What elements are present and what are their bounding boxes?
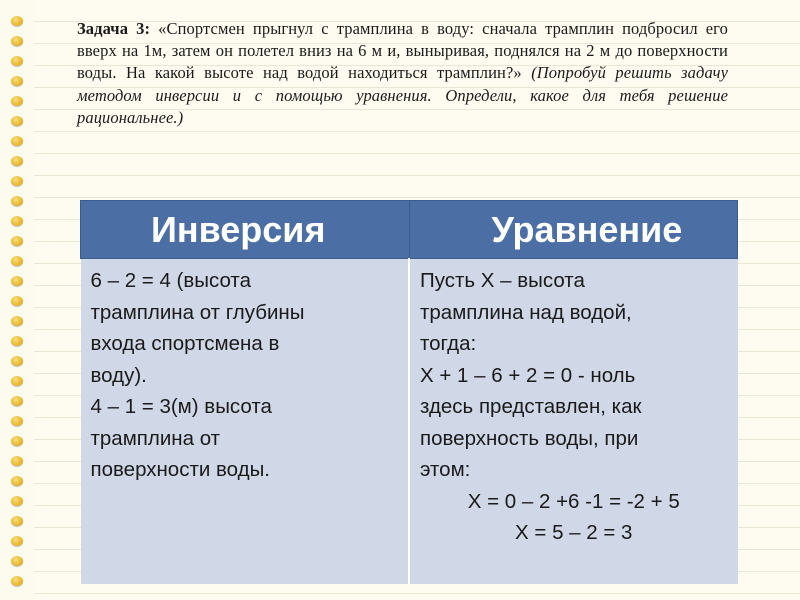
binding-hole-icon [11,436,23,446]
binding-hole-icon [11,556,23,566]
task-text [77,18,728,129]
binding-hole-icon [11,476,23,486]
header-inversion: Инверсия [81,201,410,259]
inversion-line: 6 – 2 = 4 (высота [90,269,251,292]
equation-line: поверхность воды, при [420,426,639,450]
inversion-line: входа спортсмена в [90,332,280,355]
equation-line: Пусть Х – высота [420,269,585,292]
binding-hole-icon [11,256,23,266]
binding-hole-icon [11,356,23,366]
inversion-line: воду). [90,363,147,387]
binding-hole-icon [11,196,23,206]
binding-hole-icon [11,516,23,526]
binding-hole-icon [11,496,23,506]
binding-hole-icon [11,576,23,586]
binding-hole-icon [11,536,23,546]
table-header-row [81,201,738,259]
binding-hole-icon [11,76,23,86]
binding-hole-icon [11,56,23,66]
binding-hole-icon [11,216,23,226]
inversion-cell [81,259,410,585]
inversion-line: трамплина от глубины [90,300,305,324]
binding-hole-icon [11,416,23,426]
binding-hole-icon [11,136,23,146]
binding-hole-icon [11,36,23,46]
binding-hole-icon [11,456,23,466]
inversion-line: трамплина от [90,426,221,450]
header-equation: Уравнение [409,201,738,259]
equation-line: этом: [420,458,471,481]
binding-hole-icon [11,396,23,406]
equation-line: здесь представлен, как [420,395,642,418]
equation-line: тогда: [420,332,477,355]
binding-hole-icon [11,276,23,286]
inversion-line: поверхности воды. [90,458,270,481]
binding-hole-icon [11,376,23,386]
binding-hole-icon [11,16,23,26]
binding-hole-icon [11,316,23,326]
equation-cell [409,259,738,585]
binding-hole-icon [11,176,23,186]
binding-hole-icon [11,116,23,126]
task-hint: (Попробуй решить задачу методом инверсии и с помощью уравнения. Определи, какое для тебя решение рациональнее.) [77,63,728,127]
binding-hole-icon [11,336,23,346]
equation-line: Х + 1 – 6 + 2 = 0 - ноль [420,363,636,387]
notebook-binding [0,0,34,600]
binding-hole-icon [11,296,23,306]
task-label: Задача 3: [77,19,151,38]
binding-hole-icon [11,96,23,106]
binding-hole-icon [11,156,23,166]
solution-table [80,200,738,584]
table-row [81,259,738,585]
equation-result-line: Х = 0 – 2 +6 -1 = -2 + 5 [467,489,680,513]
inversion-line: 4 – 1 = 3(м) высота [90,395,272,418]
equation-result-line: Х = 5 – 2 = 3 [515,521,633,544]
binding-hole-icon [11,236,23,246]
task-body: «Спортсмен прыгнул с трамплина в воду: сначала трамплин подбросил его вверх на 1м, затем он полетел вниз на 6 м и, выныривая, поднялся на 2 м до поверхности воды. На какой высоте над водой находиться трамплин?» [77,19,728,83]
equation-line: трамплина над водой, [420,300,632,324]
